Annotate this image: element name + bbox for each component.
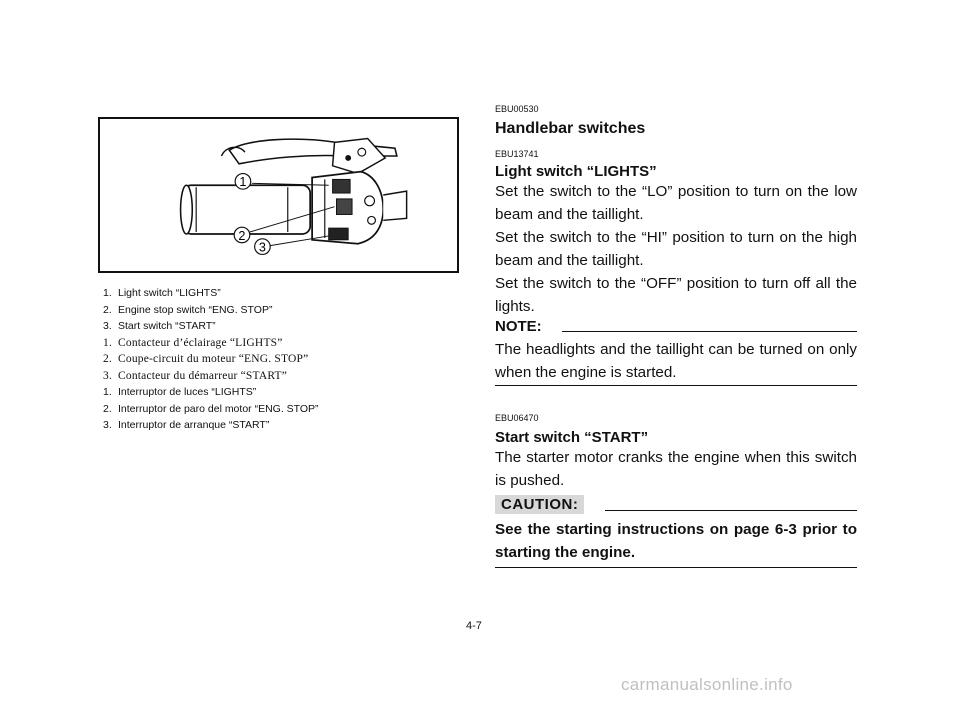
- svg-text:1: 1: [239, 175, 247, 190]
- caption-item: 1. Light switch “LIGHTS”: [103, 287, 221, 299]
- body-paragraph: Set the switch to the “LO” position to turn on the low beam and the taillight.: [495, 183, 857, 223]
- figure-captions: [103, 285, 463, 434]
- body-paragraph: Set the switch to the “HI” position to turn on the high beam and the taillight.: [495, 229, 857, 269]
- caution-header: [495, 497, 857, 517]
- callout-3: [255, 239, 271, 255]
- body-paragraph: The starter motor cranks the engine when this switch is pushed.: [495, 449, 857, 489]
- note-label: NOTE:: [495, 318, 542, 335]
- subsection-code: EBU06470: [495, 413, 539, 423]
- caption-item: 3. Contacteur du démarreur “START”: [103, 369, 288, 382]
- section-title: Handlebar switches: [495, 120, 646, 137]
- handlebar-illustration: [100, 119, 457, 271]
- svg-text:2: 2: [238, 228, 246, 243]
- caption-item: 2. Coupe-circuit du moteur “ENG. STOP”: [103, 353, 309, 365]
- handlebar-switch-figure: [98, 117, 459, 273]
- caution-text: See the starting instructions on page 6-3 prior to starting the engine.: [495, 521, 857, 561]
- caution-label: CAUTION:: [495, 495, 584, 514]
- subsection-title: Start switch “START”: [495, 429, 649, 446]
- subsection-code: EBU13741: [495, 149, 539, 159]
- body-paragraph: Set the switch to the “OFF” position to turn off all the lights.: [495, 275, 857, 315]
- page-number: 4-7: [466, 620, 482, 632]
- caution-rule: [605, 510, 857, 511]
- subsection-title: Light switch “LIGHTS”: [495, 163, 657, 180]
- caption-item: 1. Interruptor de luces “LIGHTS”: [103, 386, 257, 398]
- caption-item: 2. Engine stop switch “ENG. STOP”: [103, 303, 273, 316]
- note-end-rule: [495, 385, 857, 386]
- caption-item: 2. Interruptor de paro del motor “ENG. STOP”: [103, 402, 319, 415]
- note-rule: [562, 331, 857, 332]
- callout-2: [234, 227, 250, 243]
- caption-item: 1. Contacteur d’éclairage “LIGHTS”: [103, 336, 283, 349]
- watermark: carmanualsonline.info: [621, 675, 793, 694]
- svg-text:3: 3: [258, 240, 266, 255]
- caption-item: 3. Interruptor de arranque “START”: [103, 419, 270, 431]
- section-code: EBU00530: [495, 104, 539, 114]
- caption-item: 3. Start switch “START”: [103, 320, 216, 332]
- note-header: [495, 318, 857, 338]
- caution-end-rule: [495, 567, 857, 568]
- note-text: The headlights and the taillight can be turned on only when the engine is started.: [495, 341, 857, 381]
- callout-1: [235, 174, 251, 190]
